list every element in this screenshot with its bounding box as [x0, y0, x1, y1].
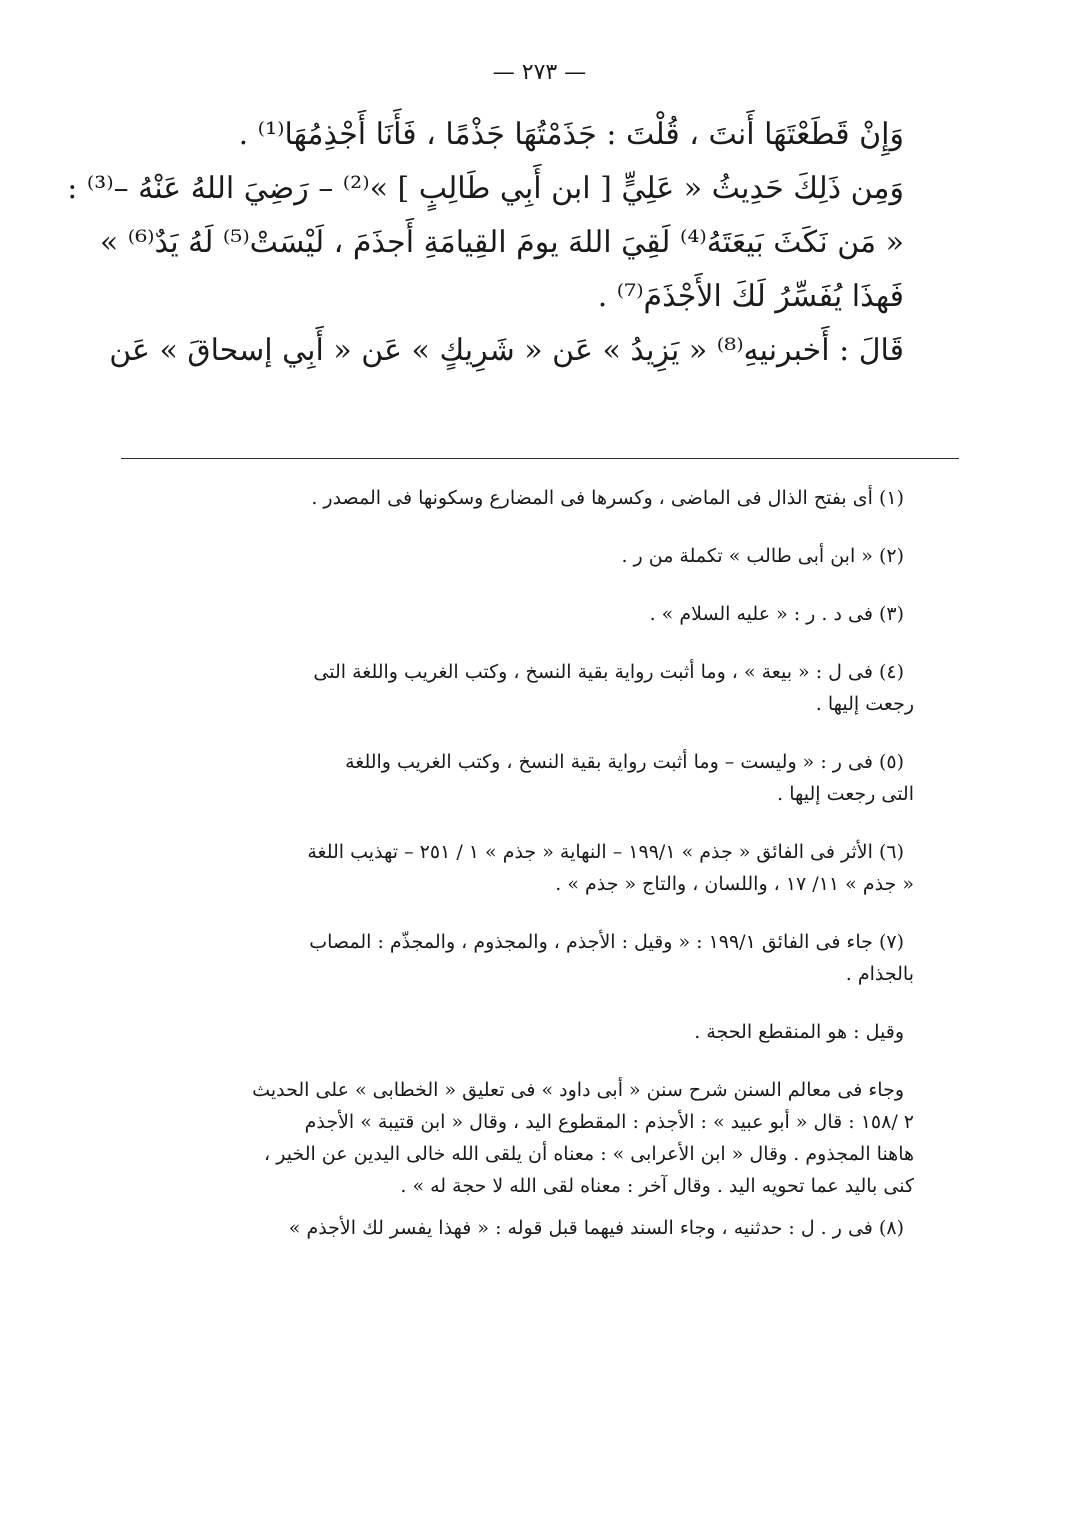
footnote-5-continued: التى رجعت إليها .: [777, 783, 914, 805]
footnote-7-paragraph-3-line-4: كنى باليد عما تحويه اليد . وقال آخر : معناه لقى الله لا حجة له » .: [400, 1175, 914, 1197]
footnote-7: (٧) جاء فى الفائق ١٩٩/١ : « وقيل : الأجذم ، والمجذوم ، والمجذّم : المصاب: [309, 931, 904, 953]
footnote-6: (٦) الأثر فى الفائق « جذم » ١٩٩/١ – النهاية « جذم » ١ / ٢٥١ – تهذيب اللغة: [307, 841, 904, 863]
footnote-6-continued: « جذم » ١١/ ١٧ ، واللسان ، والتاج « جذم » .: [555, 873, 914, 895]
footnote-2: (٢) « ابن أبى طالب » تكملة من ر .: [621, 545, 904, 567]
main-line: وَإِنْ قَطَعْتَهَا أَنتَ ، قُلْتَ : جَذَمْتُهَا جَذْمًا ، فَأَنَا أَجْذِمُهَا⁽¹⁾ .: [238, 117, 904, 152]
footnote-7-paragraph-3-line-2: ٢ /١٥٨ : قال « أبو عبيد » : الأجذم : المقطوع اليد ، وقال « ابن قتيبة » الأجذم: [304, 1111, 914, 1133]
footnote-7-paragraph-2: وقيل : هو المنقطع الحجة .: [694, 1021, 904, 1043]
footnote-3: (٣) فى د . ر : « عليه السلام » .: [649, 603, 904, 625]
footnote-5: (٥) فى ر : « وليست – وما أثبت رواية بقية النسخ ، وكتب الغريب واللغة: [345, 751, 904, 773]
main-text: [67, 108, 904, 378]
page-number: — ٢٧٣ —: [492, 60, 587, 85]
footnote-1: (١) أى بفتح الذال فى الماضى ، وكسرها فى المضارع وسكونها فى المصدر .: [311, 487, 904, 509]
main-line: قَالَ : أَخبرنيهِ⁽⁸⁾ « يَزِيدُ » عَن « شَرِيكٍ » عَن « أَبِي إسحاقَ » عَن: [109, 333, 904, 368]
footnote-divider: [121, 458, 959, 459]
footnote-4-continued: رجعت إليها .: [815, 693, 914, 715]
main-line: وَمِن ذَلِكَ حَدِيثُ « عَلِيٍّ [ ابن أَبِي طَالِبٍ ] »⁽²⁾ – رَضِيَ اللهُ عَنْهُ –⁽³⁾ :: [67, 171, 904, 206]
footnote-7-paragraph-3: وجاء فى معالم السنن شرح سنن « أبى داود » فى تعليق « الخطابى » على الحديث: [252, 1079, 904, 1101]
footnotes: [69, 482, 914, 1244]
footnote-7-continued: بالجذام .: [845, 963, 914, 985]
footnote-7-paragraph-3-line-3: هاهنا المجذوم . وقال « ابن الأعرابى » : معناه أن يلقى الله خالى اليدين عن الخير ،: [264, 1143, 914, 1165]
footnote-4: (٤) فى ل : « بيعة » ، وما أثبت رواية بقية النسخ ، وكتب الغريب واللغة التى: [313, 661, 904, 683]
main-line: فَهذَا يُفَسِّرُ لَكَ الأَجْذَمَ⁽⁷⁾ .: [597, 279, 904, 314]
main-line: « مَن نَكَثَ بَيعَتَهُ⁽⁴⁾ لَقِيَ اللهَ يومَ القِيامَةِ أَجذَمَ ، لَيْسَتْ⁽⁵⁾ لَهُ يَدٌ⁽⁶⁾ »: [99, 225, 904, 260]
footnote-8: (٨) فى ر . ل : حدثنيه ، وجاء السند فيهما قبل قوله : « فهذا يفسر لك الأجذم »: [288, 1217, 904, 1239]
